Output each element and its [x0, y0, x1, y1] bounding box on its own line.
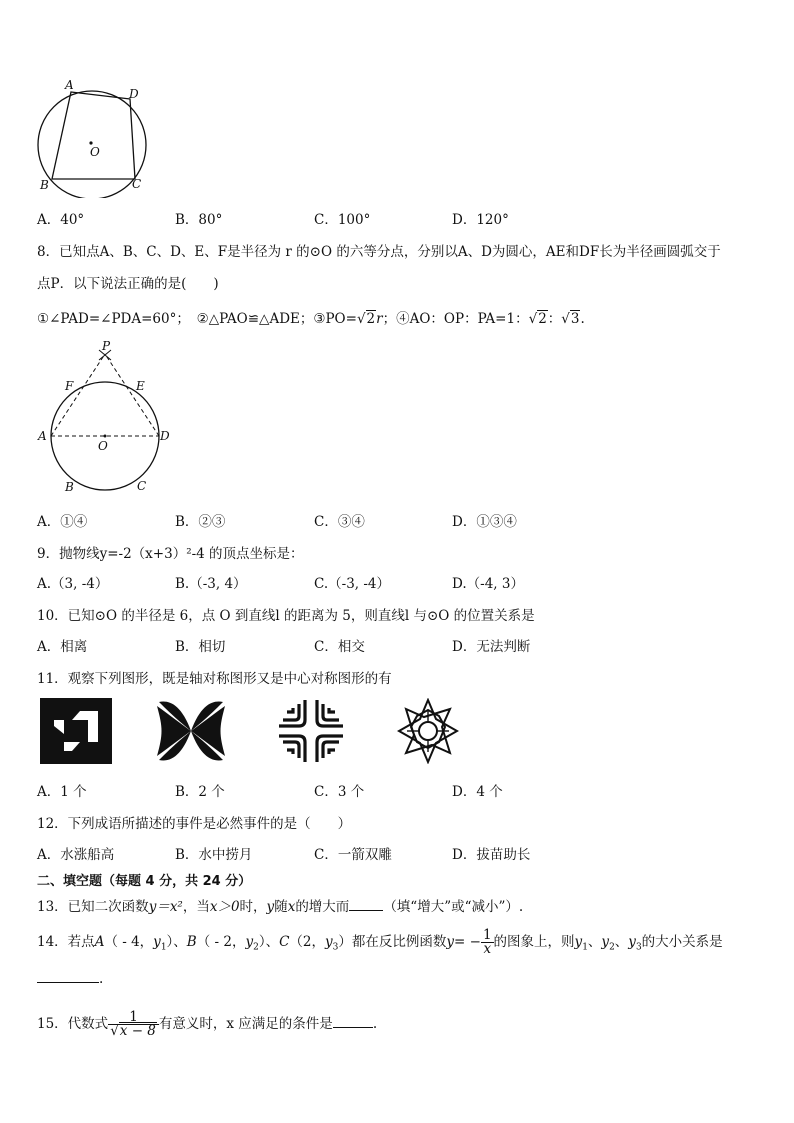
q8-text-line2: 点P．以下说法正确的是( )	[37, 276, 219, 292]
q13-function: y＝x²	[148, 899, 183, 915]
q9-option-d[interactable]: D.（-4, 3）	[452, 576, 524, 592]
q8-statements: ①∠PAD=∠PDA=60°； ②△PAO≌△ADE；③PO=√2r；④AO：OP：PA=1：√2：√3.	[37, 311, 585, 327]
q8-line-ap	[51, 354, 105, 436]
q11-figure-3-cross-pattern	[275, 698, 347, 764]
q14-y1-sub: 1	[160, 942, 167, 953]
q14-list-y2-sub: 2	[609, 942, 615, 953]
q14-list-y3-sub: 3	[635, 942, 642, 953]
q15-answer-blank[interactable]	[333, 1015, 373, 1028]
q9-text: 9．抛物线y=-2（x+3）²-4 的顶点坐标是：	[37, 546, 304, 562]
q15-fraction-den: √x − 8	[110, 1023, 156, 1039]
q10-option-a[interactable]: A．相离	[37, 639, 88, 655]
q13-part-b: ，当	[182, 899, 210, 915]
q8-option-d[interactable]: D．①③④	[452, 514, 517, 530]
q14-answer-blank[interactable]	[37, 970, 99, 983]
q8-r: r	[376, 311, 383, 327]
q15-radicand: x − 8	[119, 1023, 156, 1039]
q8-option-c[interactable]: C．③④	[314, 514, 365, 530]
q8-statement-a: ①∠PAD=∠PDA=60°； ②△PAO≌△ADE；③PO=	[37, 311, 357, 327]
q13-part-a: 13．已知二次函数	[37, 899, 149, 915]
q8-period: .	[580, 311, 585, 327]
q12-option-c[interactable]: C．一箭双雕	[314, 847, 392, 863]
q8-option-a[interactable]: A．①④	[37, 514, 88, 530]
q15-text	[37, 1008, 377, 1040]
q10-options	[37, 635, 757, 655]
q14-end: .	[99, 971, 104, 987]
q8-figure	[34, 340, 184, 498]
q7-options	[37, 208, 757, 228]
q15-part-b: 有意义时，x 应满足的条件是	[158, 1016, 333, 1032]
q7-label-c: C	[132, 177, 142, 191]
q7-option-c[interactable]: C．100°	[314, 212, 371, 228]
q10-text: 10．已知⊙O 的半径是 6，点 O 到直线l 的距离为 5，则直线l 与⊙O 的位置关系是	[37, 608, 535, 624]
q8-option-b[interactable]: B．②③	[175, 514, 226, 530]
q8-label-d: D	[160, 429, 170, 443]
q7-label-o: O	[90, 145, 100, 159]
q8-text-line1: 8．已知点A、B、C、D、E、F是半径为 r 的⊙O 的六等分点，分别以A、D为圆心，AE和DF长为半径画圆弧交于	[37, 244, 721, 260]
q14-point-c: C	[279, 934, 290, 950]
q15-end: .	[372, 1016, 378, 1032]
q14-fraction-den: x	[483, 941, 492, 957]
q12-text: 12．下列成语所描述的事件是必然事件的是（ ）	[37, 816, 352, 832]
q7-label-a: A	[65, 78, 74, 92]
q14-function-y: y	[446, 934, 455, 950]
q14-y3-sub: 3	[332, 942, 339, 953]
q7-option-d[interactable]: D．120°	[452, 212, 509, 228]
q11-figure-4-star-rosette	[392, 698, 464, 764]
q9-option-a[interactable]: A.（3, -4）	[37, 576, 109, 592]
q9-options	[37, 572, 757, 592]
q14-list-y2: y	[601, 934, 610, 950]
q13-condition: x＞0	[209, 899, 240, 915]
q11-figure-2-petal-knot	[155, 698, 227, 764]
q8-sqrt2b: 2	[538, 311, 547, 327]
q14-y2: y	[245, 934, 254, 950]
q8-colon: ：	[547, 311, 562, 327]
q7-option-b[interactable]: B．80°	[175, 212, 223, 228]
q13-text	[37, 895, 523, 915]
q15-fraction-num: 1	[108, 1011, 159, 1026]
q14-coord-a: （ - 4，	[104, 934, 154, 950]
q14-coord-b: （ - 2，	[196, 934, 246, 950]
q8-sqrt2: 2	[366, 311, 376, 327]
q13-part-e: 的增大而	[295, 899, 350, 915]
q8-label-b: B	[65, 480, 74, 494]
q14-part-f: ）都在反比例函数	[338, 934, 447, 950]
q10-option-b[interactable]: B．相切	[175, 639, 226, 655]
q8-options	[37, 510, 757, 530]
q11-options	[37, 780, 757, 800]
q7-label-b: B	[40, 178, 49, 192]
q14-y3: y	[325, 934, 333, 950]
q10-option-d[interactable]: D．无法判断	[452, 639, 531, 655]
q14-text	[37, 924, 723, 966]
q7-figure	[30, 78, 155, 198]
q14-answer-line	[37, 970, 103, 987]
q14-list-y1: y	[574, 934, 583, 950]
q9-option-c[interactable]: C.（-3, -4）	[314, 576, 391, 592]
q13-part-f: （填“增大”或“减小”）.	[383, 899, 524, 915]
q14-point-b: B	[186, 934, 197, 950]
q14-coord-c: （2，	[289, 934, 326, 950]
q11-figure-1-square-emblem	[40, 698, 112, 764]
q13-part-c: 时，	[239, 899, 267, 915]
q8-label-p: P	[102, 340, 111, 353]
q14-list-y3: y	[628, 934, 636, 950]
q13-var-y: y	[266, 899, 275, 915]
q14-part-h: 的大小关系是	[641, 934, 723, 950]
section-2-heading: 二、填空题（每题 4 分，共 24 分）	[37, 874, 252, 889]
q14-y2-sub: 2	[253, 942, 259, 953]
q7-quadrilateral	[52, 92, 135, 179]
q11-option-d[interactable]: D．4 个	[452, 784, 503, 800]
q13-answer-blank[interactable]	[349, 898, 383, 911]
q15-fraction	[108, 1008, 159, 1039]
q11-option-c[interactable]: C．3 个	[314, 784, 365, 800]
q14-sep-c: ）、	[258, 934, 280, 950]
q14-part-g: 的图象上，则	[493, 934, 575, 950]
q8-label-a: A	[38, 429, 47, 443]
q14-list-y1-sub: 1	[582, 942, 588, 953]
q12-options	[37, 843, 757, 863]
q10-option-c[interactable]: C．相交	[314, 639, 365, 655]
q14-fraction	[481, 926, 494, 957]
q14-point-a: A	[94, 934, 105, 950]
q14-y1: y	[153, 934, 161, 950]
q12-option-d[interactable]: D．拔苗助长	[452, 847, 531, 863]
q8-label-f: F	[65, 379, 74, 393]
q8-sqrt3: 3	[570, 311, 580, 327]
q8-label-o: O	[98, 439, 108, 453]
q14-fraction-num: 1	[482, 926, 492, 943]
q8-label-c: C	[137, 479, 147, 493]
q12-option-b[interactable]: B．水中捞月	[175, 847, 253, 863]
q14-sep-b: ）、	[166, 934, 187, 950]
q7-option-a[interactable]: A．40°	[37, 212, 85, 228]
q12-option-a[interactable]: A．水涨船高	[37, 847, 115, 863]
q8-statement-b: ；④AO：OP：PA=1：	[382, 311, 529, 327]
q11-text: 11．观察下列图形，既是轴对称图形又是中心对称图形的有	[37, 671, 392, 687]
q13-part-d: 随	[274, 899, 288, 915]
q8-center-dot	[104, 435, 107, 438]
q11-option-a[interactable]: A．1 个	[37, 784, 87, 800]
q8-line-dp	[105, 354, 159, 436]
q14-part-a: 14．若点	[37, 934, 95, 950]
q14-list-sep1: 、	[587, 934, 602, 950]
q13-var-x: x	[287, 899, 296, 915]
q7-label-d: D	[129, 87, 139, 101]
q14-list-sep2: 、	[614, 934, 629, 950]
q11-option-b[interactable]: B．2 个	[175, 784, 225, 800]
q14-equals: = −	[454, 934, 481, 950]
q9-option-b[interactable]: B.（-3, 4）	[175, 576, 247, 592]
q15-part-a: 15．代数式	[37, 1016, 109, 1032]
q8-label-e: E	[136, 379, 145, 393]
